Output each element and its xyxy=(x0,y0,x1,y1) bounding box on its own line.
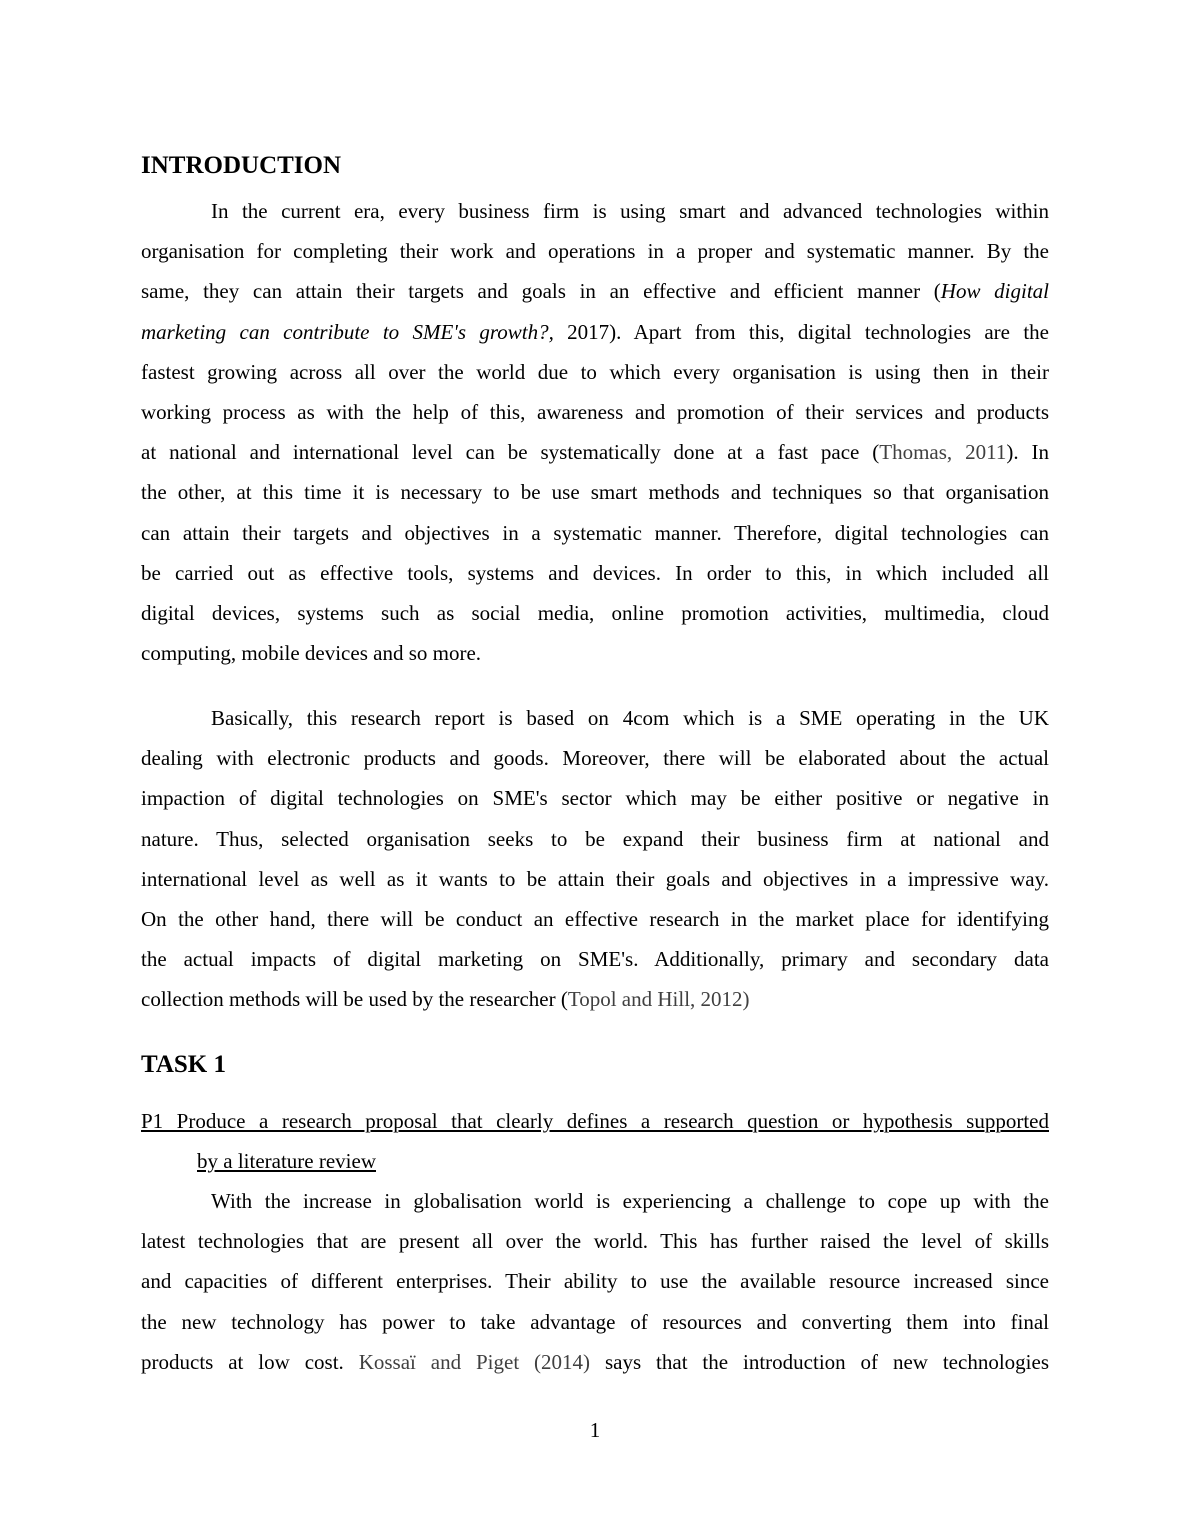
text-run: international level as well as it wants to be attain their goals and objectives in a impressive way. xyxy=(141,866,1049,891)
text-line xyxy=(141,899,1049,939)
text-run: the actual impacts of digital marketing on SME's. Additionally, primary and secondary data xyxy=(141,947,1049,972)
text-line xyxy=(141,778,1049,818)
text-line xyxy=(141,593,1049,633)
text-run: impaction of digital technologies on SME's sector which may be either positive or negative in xyxy=(141,786,1049,811)
text-line xyxy=(141,859,1049,899)
citation: Kossaï and Piget (2014) xyxy=(358,1349,591,1374)
text-run: computing, mobile devices and so more. xyxy=(141,641,482,666)
text-run: says that the introduction of new technologies xyxy=(590,1349,1049,1374)
text-run: and capacities of different enterprises. Their ability to use the available resource increased since xyxy=(141,1269,1049,1294)
text-line xyxy=(141,1261,1049,1301)
citation: Thomas, 2011 xyxy=(879,440,1007,465)
text-run: products at low cost. xyxy=(141,1349,359,1374)
text-line xyxy=(141,633,1049,673)
text-run: at national and international level can be systematically done at a fast pace ( xyxy=(141,440,880,465)
p1-subheading xyxy=(141,1101,1049,1181)
text-run: fastest growing across all over the world due to which every organisation is using then in their xyxy=(141,359,1049,384)
paragraph-intro-1 xyxy=(141,191,1049,673)
text-line xyxy=(141,698,1049,738)
text-line xyxy=(141,1221,1049,1261)
text-line xyxy=(141,819,1049,859)
text-line xyxy=(141,392,1049,432)
text-run: On the other hand, there will be conduct an effective research in the market place for identifying xyxy=(141,906,1049,931)
text-line xyxy=(141,352,1049,392)
text-run: be carried out as effective tools, systems and devices. In order to this, in which included all xyxy=(141,560,1049,585)
text-run: collection methods will be used by the researcher ( xyxy=(141,987,568,1012)
text-line xyxy=(141,1141,1049,1181)
text-line xyxy=(141,1302,1049,1342)
text-run: the other, at this time it is necessary to be use smart methods and techniques so that organisation xyxy=(141,480,1049,505)
text-line xyxy=(141,312,1049,352)
italic-text: marketing can contribute to SME's growth?, xyxy=(141,319,554,344)
text-line xyxy=(141,939,1049,979)
text-run: by a literature review xyxy=(197,1149,376,1174)
text-line xyxy=(141,271,1049,311)
text-run: In the current era, every business firm is using smart and advanced technologies within xyxy=(211,199,1049,223)
text-line xyxy=(141,513,1049,553)
text-run: ). In xyxy=(1006,440,1049,465)
text-line xyxy=(141,738,1049,778)
text-run: P1 Produce a research proposal that clearly defines a research question or hypothesis supported xyxy=(141,1109,1049,1133)
text-line xyxy=(141,432,1049,472)
italic-text: How digital xyxy=(940,279,1049,304)
text-line xyxy=(141,472,1049,512)
heading-introduction: INTRODUCTION xyxy=(141,152,342,179)
text-run: the new technology has power to take advantage of resources and converting them into final xyxy=(141,1309,1049,1334)
heading-task-1: TASK 1 xyxy=(141,1051,226,1078)
text-run: same, they can attain their targets and goals in an effective and efficient manner ( xyxy=(141,279,941,304)
page-number: 1 xyxy=(589,1418,601,1442)
text-line xyxy=(141,1342,1049,1382)
text-run: latest technologies that are present all over the world. This has further raised the level of skills xyxy=(141,1229,1049,1254)
text-run: dealing with electronic products and goods. Moreover, there will be elaborated about the actual xyxy=(141,746,1049,771)
text-line xyxy=(141,191,1049,231)
text-run: digital devices, systems such as social media, online promotion activities, multimedia, cloud xyxy=(141,600,1049,625)
text-run: organisation for completing their work and operations in a proper and systematic manner. By the xyxy=(141,239,1049,264)
text-run: nature. Thus, selected organisation seeks to be expand their business firm at national and xyxy=(141,826,1049,851)
paragraph-task1-body xyxy=(141,1181,1049,1382)
text-run: working process as with the help of this, awareness and promotion of their services and products xyxy=(141,399,1049,424)
text-run: can attain their targets and objectives in a systematic manner. Therefore, digital technologies can xyxy=(141,520,1049,545)
paragraph-intro-2 xyxy=(141,698,1049,1020)
citation: Topol and Hill, 2012) xyxy=(567,987,750,1012)
text-run: Basically, this research report is based on 4com which is a SME operating in the UK xyxy=(211,706,1049,730)
text-line xyxy=(141,1101,1049,1141)
text-run: With the increase in globalisation world is experiencing a challenge to cope up with the xyxy=(211,1189,1049,1213)
text-run: 2017). Apart from this, digital technologies are the xyxy=(553,319,1049,344)
text-line xyxy=(141,231,1049,271)
text-line xyxy=(141,1181,1049,1221)
text-line xyxy=(141,553,1049,593)
text-line xyxy=(141,979,1049,1019)
